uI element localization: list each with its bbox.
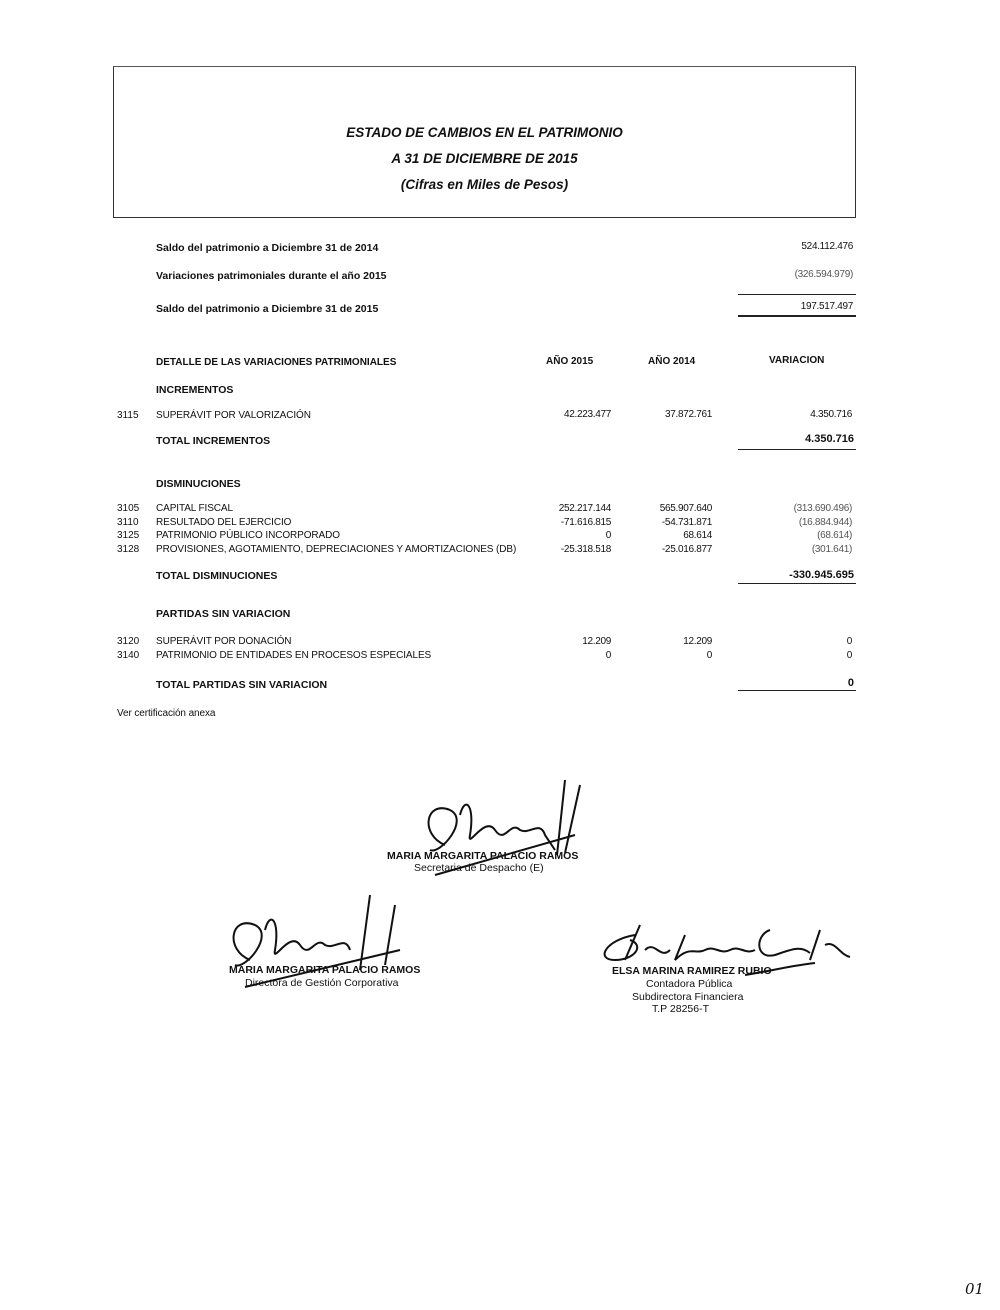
row-code: 3128 — [117, 543, 140, 555]
col-header-concept: DETALLE DE LAS VARIACIONES PATRIMONIALES — [156, 357, 397, 368]
total-rule-increments — [738, 449, 856, 450]
statement-date: A 31 DE DICIEMBRE DE 2015 — [391, 151, 578, 166]
row-concept: SUPERÁVIT POR DONACIÓN — [156, 636, 292, 647]
row-value-2014: 565.907.640 — [659, 503, 712, 514]
signature-role-secretaria: Secretaria de Despacho (E) — [414, 862, 544, 874]
summary-value-variations: (326.594.979) — [794, 269, 853, 280]
row-value-2015: -71.616.815 — [560, 516, 611, 528]
footnote: Ver certificación anexa — [117, 708, 216, 719]
row-value-variation: 0 — [846, 636, 852, 647]
signature-role-directora: Directora de Gestión Corporativa — [245, 977, 399, 989]
row-code: 3105 — [117, 503, 140, 514]
signature-professional-card: T.P 28256-T — [652, 1003, 710, 1015]
total-rule-decreases — [738, 583, 856, 584]
row-value-2014: 0 — [706, 650, 712, 661]
row-concept: RESULTADO DEL EJERCICIO — [156, 516, 292, 528]
total-value-increments: 4.350.716 — [805, 433, 854, 445]
total-label-decreases: TOTAL DISMINUCIONES — [156, 570, 278, 582]
row-code: 3115 — [117, 410, 139, 421]
summary-label-closing: Saldo del patrimonio a Diciembre 31 de 2015 — [156, 303, 379, 315]
row-value-variation: (313.690.496) — [793, 503, 852, 514]
signature-role-subdirectora: Subdirectora Financiera — [632, 991, 744, 1003]
statement-units: (Cifras en Miles de Pesos) — [400, 177, 569, 192]
summary-label-variations: Variaciones patrimoniales durante el año 2015 — [156, 270, 387, 282]
row-concept: SUPERÁVIT POR VALORIZACIÓN — [156, 410, 311, 421]
col-header-2014: AÑO 2014 — [648, 356, 696, 367]
total-label-no-change: TOTAL PARTIDAS SIN VARIACION — [156, 679, 328, 691]
row-value-variation: (68.614) — [817, 530, 852, 541]
page-number-mark: 01 — [965, 1280, 985, 1298]
row-code: 3140 — [117, 650, 140, 661]
row-concept: CAPITAL FISCAL — [156, 503, 233, 514]
statement-title: ESTADO DE CAMBIOS EN EL PATRIMONIO — [346, 125, 623, 140]
row-value-2014: -25.016.877 — [661, 543, 712, 555]
row-code: 3125 — [117, 530, 140, 541]
row-concept: PATRIMONIO DE ENTIDADES EN PROCESOS ESPECIALES — [156, 650, 432, 661]
row-concept: PROVISIONES, AGOTAMIENTO, DEPRECIACIONES Y AMORTIZACIONES (DB) — [156, 543, 517, 555]
row-value-2015: 42.223.477 — [563, 409, 611, 420]
section-heading-decreases: DISMINUCIONES — [156, 478, 241, 490]
row-value-2015: 0 — [605, 530, 611, 541]
row-value-2015: -25.318.518 — [560, 543, 611, 555]
row-value-2014: -54.731.871 — [661, 516, 712, 528]
signature-name-secretaria: MARIA MARGARITA PALACIO RAMOS — [387, 850, 579, 862]
total-label-increments: TOTAL INCREMENTOS — [156, 435, 271, 447]
row-value-variation: (301.641) — [811, 543, 852, 555]
row-value-2015: 0 — [605, 650, 611, 661]
row-concept: PATRIMONIO PÚBLICO INCORPORADO — [156, 530, 340, 541]
col-header-2015: AÑO 2015 — [546, 356, 594, 367]
signature-name-directora: MARIA MARGARITA PALACIO RAMOS — [229, 964, 421, 976]
summary-rule-bottom — [738, 315, 856, 317]
total-rule-no-change — [738, 690, 856, 691]
signature-name-contadora: ELSA MARINA RAMIREZ RUBIO — [612, 965, 772, 977]
col-header-variation: VARIACION — [769, 355, 825, 366]
row-code: 3120 — [117, 636, 140, 647]
row-code: 3110 — [117, 516, 139, 528]
row-value-2015: 12.209 — [582, 636, 611, 647]
total-value-decreases: -330.945.695 — [789, 569, 854, 581]
row-value-variation: (16.884.944) — [798, 516, 852, 528]
section-heading-increments: INCREMENTOS — [156, 384, 234, 396]
summary-value-opening: 524.112.476 — [801, 241, 853, 252]
row-value-variation: 0 — [846, 650, 852, 661]
summary-label-opening: Saldo del patrimonio a Diciembre 31 de 2014 — [156, 242, 379, 254]
row-value-2014: 12.209 — [683, 636, 712, 647]
row-value-variation: 4.350.716 — [810, 409, 852, 420]
signature-role-contadora: Contadora Pública — [646, 978, 733, 990]
row-value-2014: 68.614 — [683, 530, 712, 541]
header-box — [113, 66, 856, 218]
section-heading-no-change: PARTIDAS SIN VARIACION — [156, 608, 291, 620]
summary-value-closing: 197.517.497 — [800, 301, 853, 312]
row-value-2015: 252.217.144 — [558, 503, 611, 514]
total-value-no-change: 0 — [847, 677, 854, 689]
row-value-2014: 37.872.761 — [664, 409, 712, 420]
summary-rule-top — [738, 294, 856, 295]
